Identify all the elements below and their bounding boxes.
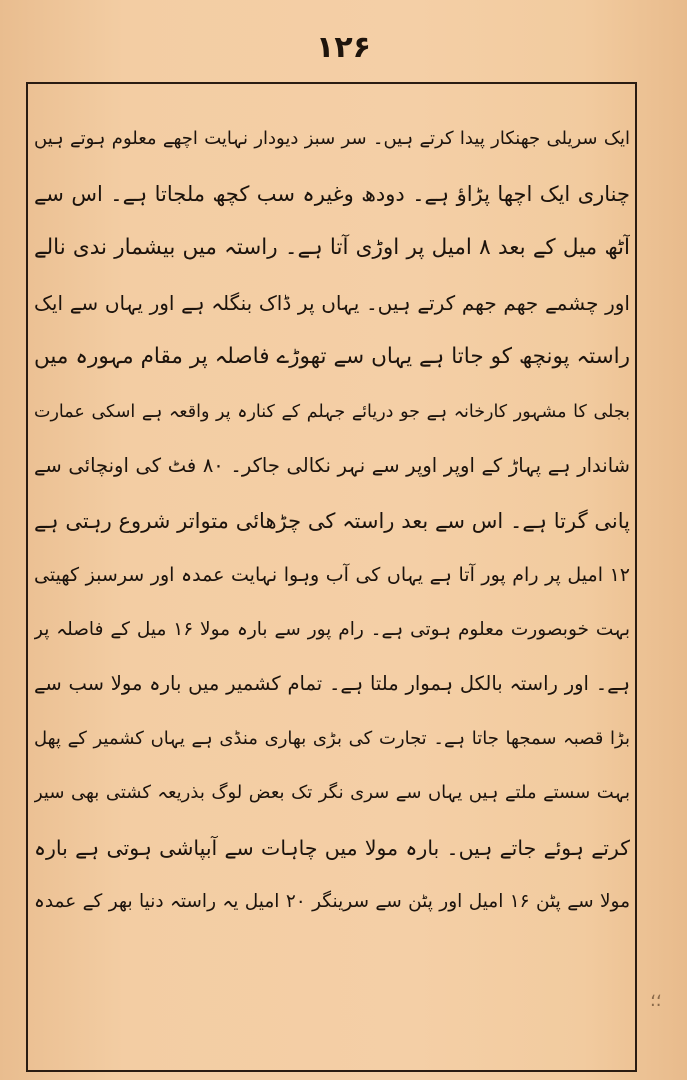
page-number: ۱۲۶ <box>316 30 371 65</box>
text-line-10: بہت خوبصورت معلوم ہوتی ہے۔ رام پور سے بارہ مولا ۱۶ میل کے فاصلہ پر <box>34 618 630 640</box>
text-line-5: راستہ پونچھ کو جاتا ہے یہاں سے تھوڑے فاصلہ پر مقام مہورہ میں <box>34 344 630 369</box>
text-line-9: ۱۲ امیل پر رام پور آتا ہے یہاں کی آب وہوا نہایت عمدہ اور سرسبز کھیتی <box>34 564 630 586</box>
margin-mark: ؛؛ <box>650 990 662 1011</box>
text-line-4: اور چشمے جھم جھم کرتے ہیں۔ یہاں پر ڈاک بنگلہ ہے اور یہاں سے ایک <box>34 290 630 315</box>
text-line-15: مولا سے پٹن ۱۶ امیل اور پٹن سے سرینگر ۲۰ امیل یہ راستہ دنیا بھر کے عمدہ <box>34 891 630 912</box>
text-line-14: کرتے ہوئے جاتے ہیں۔ بارہ مولا میں چاہات سے آبپاشی ہوتی ہے بارہ <box>34 835 630 860</box>
text-line-13: بہت سستے ملتے ہیں یہاں سے سری نگر تک بعض لوگ بذریعہ کشتی بھی سیر <box>34 782 630 803</box>
text-line-12: بڑا قصبہ سمجھا جاتا ہے۔ تجارت کی بڑی بھاری منڈی ہے یہاں کشمیر کے پھل <box>34 727 630 749</box>
text-line-3: آٹھ میل کے بعد ۸ امیل پر اوڑی آتا ہے۔ راستہ میں بیشمار ندی نالے <box>34 235 630 260</box>
text-line-6: بجلی کا مشہور کارخانہ ہے جو دریائے جہلم کے کنارہ پر واقعہ ہے اسکی عمارت <box>34 401 630 422</box>
text-line-1: ایک سریلی جھنکار پیدا کرتے ہیں۔ سر سبز دیودار نہایت اچھے معلوم ہوتے ہیں <box>34 128 630 149</box>
body-text <box>34 112 630 930</box>
text-line-11: ہے۔ اور راستہ بالکل ہموار ملتا ہے۔ تمام کشمیر میں بارہ مولا سب سے <box>34 672 630 695</box>
text-line-7: شاندار ہے پہاڑ کے اوپر اوپر سے نہر نکالی جاکر۔ ۸۰ فٹ کی اونچائی سے <box>34 454 630 477</box>
text-line-2: چناری ایک اچھا پڑاؤ ہے۔ دودھ وغیرہ سب کچھ ملجاتا ہے۔ اس سے <box>34 181 630 206</box>
text-line-8: پانی گرتا ہے۔ اس سے بعد راستہ کی چڑھائی متواتر شروع رہتی ہے <box>34 508 630 533</box>
